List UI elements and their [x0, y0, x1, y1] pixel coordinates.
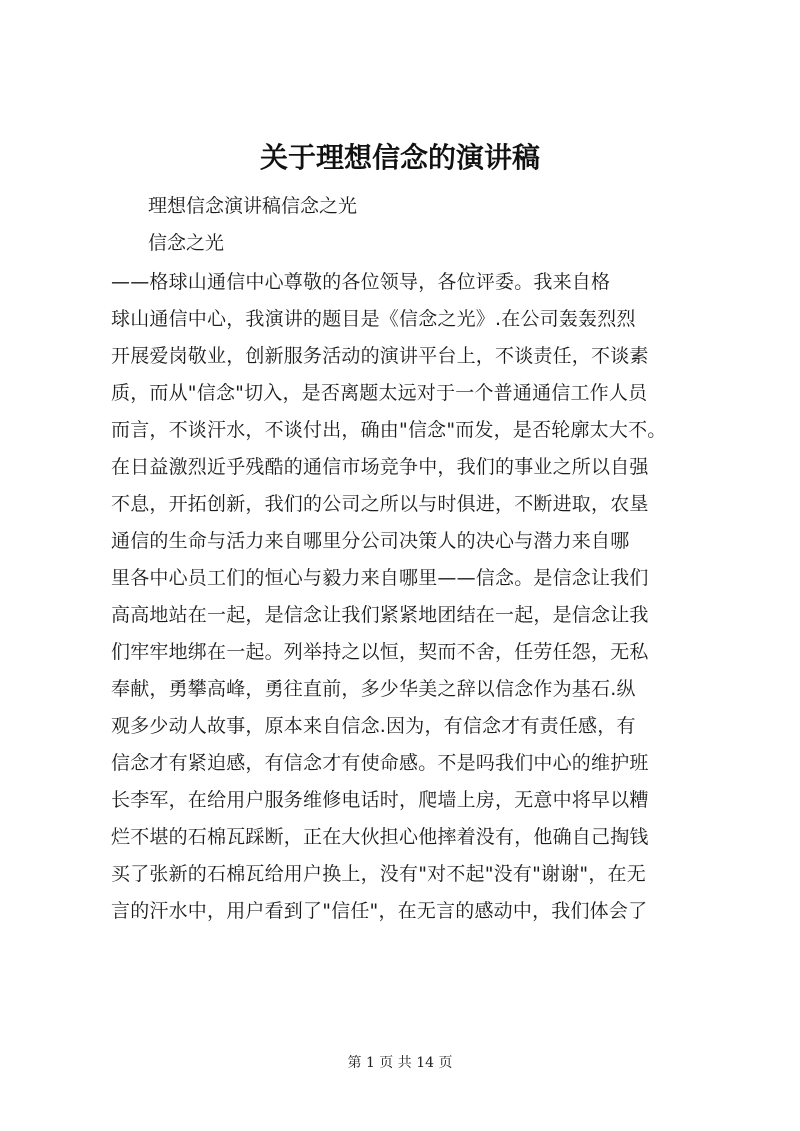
body-line: 开展爱岗敬业，创新服务活动的演讲平台上，不谈责任，不谈素 [111, 345, 649, 367]
body-line: 观多少动人故事，原本来自信念.因为，有信念才有责任感，有 [111, 715, 636, 737]
body-line: 而言，不谈汗水，不谈付出，确由"信念"而发，是否轮廓太大不。 [111, 419, 667, 441]
body-line: 球山通信中心，我演讲的题目是《信念之光》.在公司轰轰烈烈 [111, 308, 636, 330]
body-line: 们牢牢地绑在一起。列举持之以恒，契而不舍，任劳任怨，无私 [111, 641, 649, 663]
body-line: 买了张新的石棉瓦给用户换上，没有"对不起"没有"谢谢"，在无 [111, 863, 646, 885]
body-line: 质，而从"信念"切入，是否离题太远对于一个普通通信工作人员 [111, 382, 648, 404]
document-title: 关于理想信念的演讲稿 [259, 141, 540, 174]
body-line: 奉献，勇攀高峰，勇往直前，多少华美之辞以信念作为基石.纵 [111, 678, 636, 700]
body-line: 在日益激烈近乎残酷的通信市场竞争中，我们的事业之所以自强 [111, 456, 649, 478]
body-line: 里各中心员工们的恒心与毅力来自哪里——信念。是信念让我们 [111, 567, 649, 589]
body-line: 通信的生命与活力来自哪里分公司决策人的决心与潜力来自哪 [111, 530, 630, 552]
body-line: 不息，开拓创新，我们的公司之所以与时俱进，不断进取，农垦 [111, 493, 649, 515]
body-line: 言的汗水中，用户看到了"信任"，在无言的感动中，我们体会了 [111, 900, 648, 922]
document-subtitle: 理想信念演讲稿信念之光 [148, 195, 358, 217]
body-line: 长李军，在给用户服务维修电话时，爬墙上房，无意中将早以糟 [111, 789, 649, 811]
section-heading: 信念之光 [148, 232, 225, 254]
body-line: 烂不堪的石棉瓦踩断，正在大伙担心他摔着没有，他确自己掏钱 [111, 826, 649, 848]
body-line: ——格球山通信中心尊敬的各位领导，各位评委。我来自格 [111, 271, 611, 293]
body-line: 高高地站在一起，是信念让我们紧紧地团结在一起，是信念让我 [111, 604, 649, 626]
body-line: 信念才有紧迫感，有信念才有使命感。不是吗我们中心的维护班 [111, 752, 649, 774]
page-number-footer: 第 1 页 共 14 页 [347, 1055, 453, 1071]
